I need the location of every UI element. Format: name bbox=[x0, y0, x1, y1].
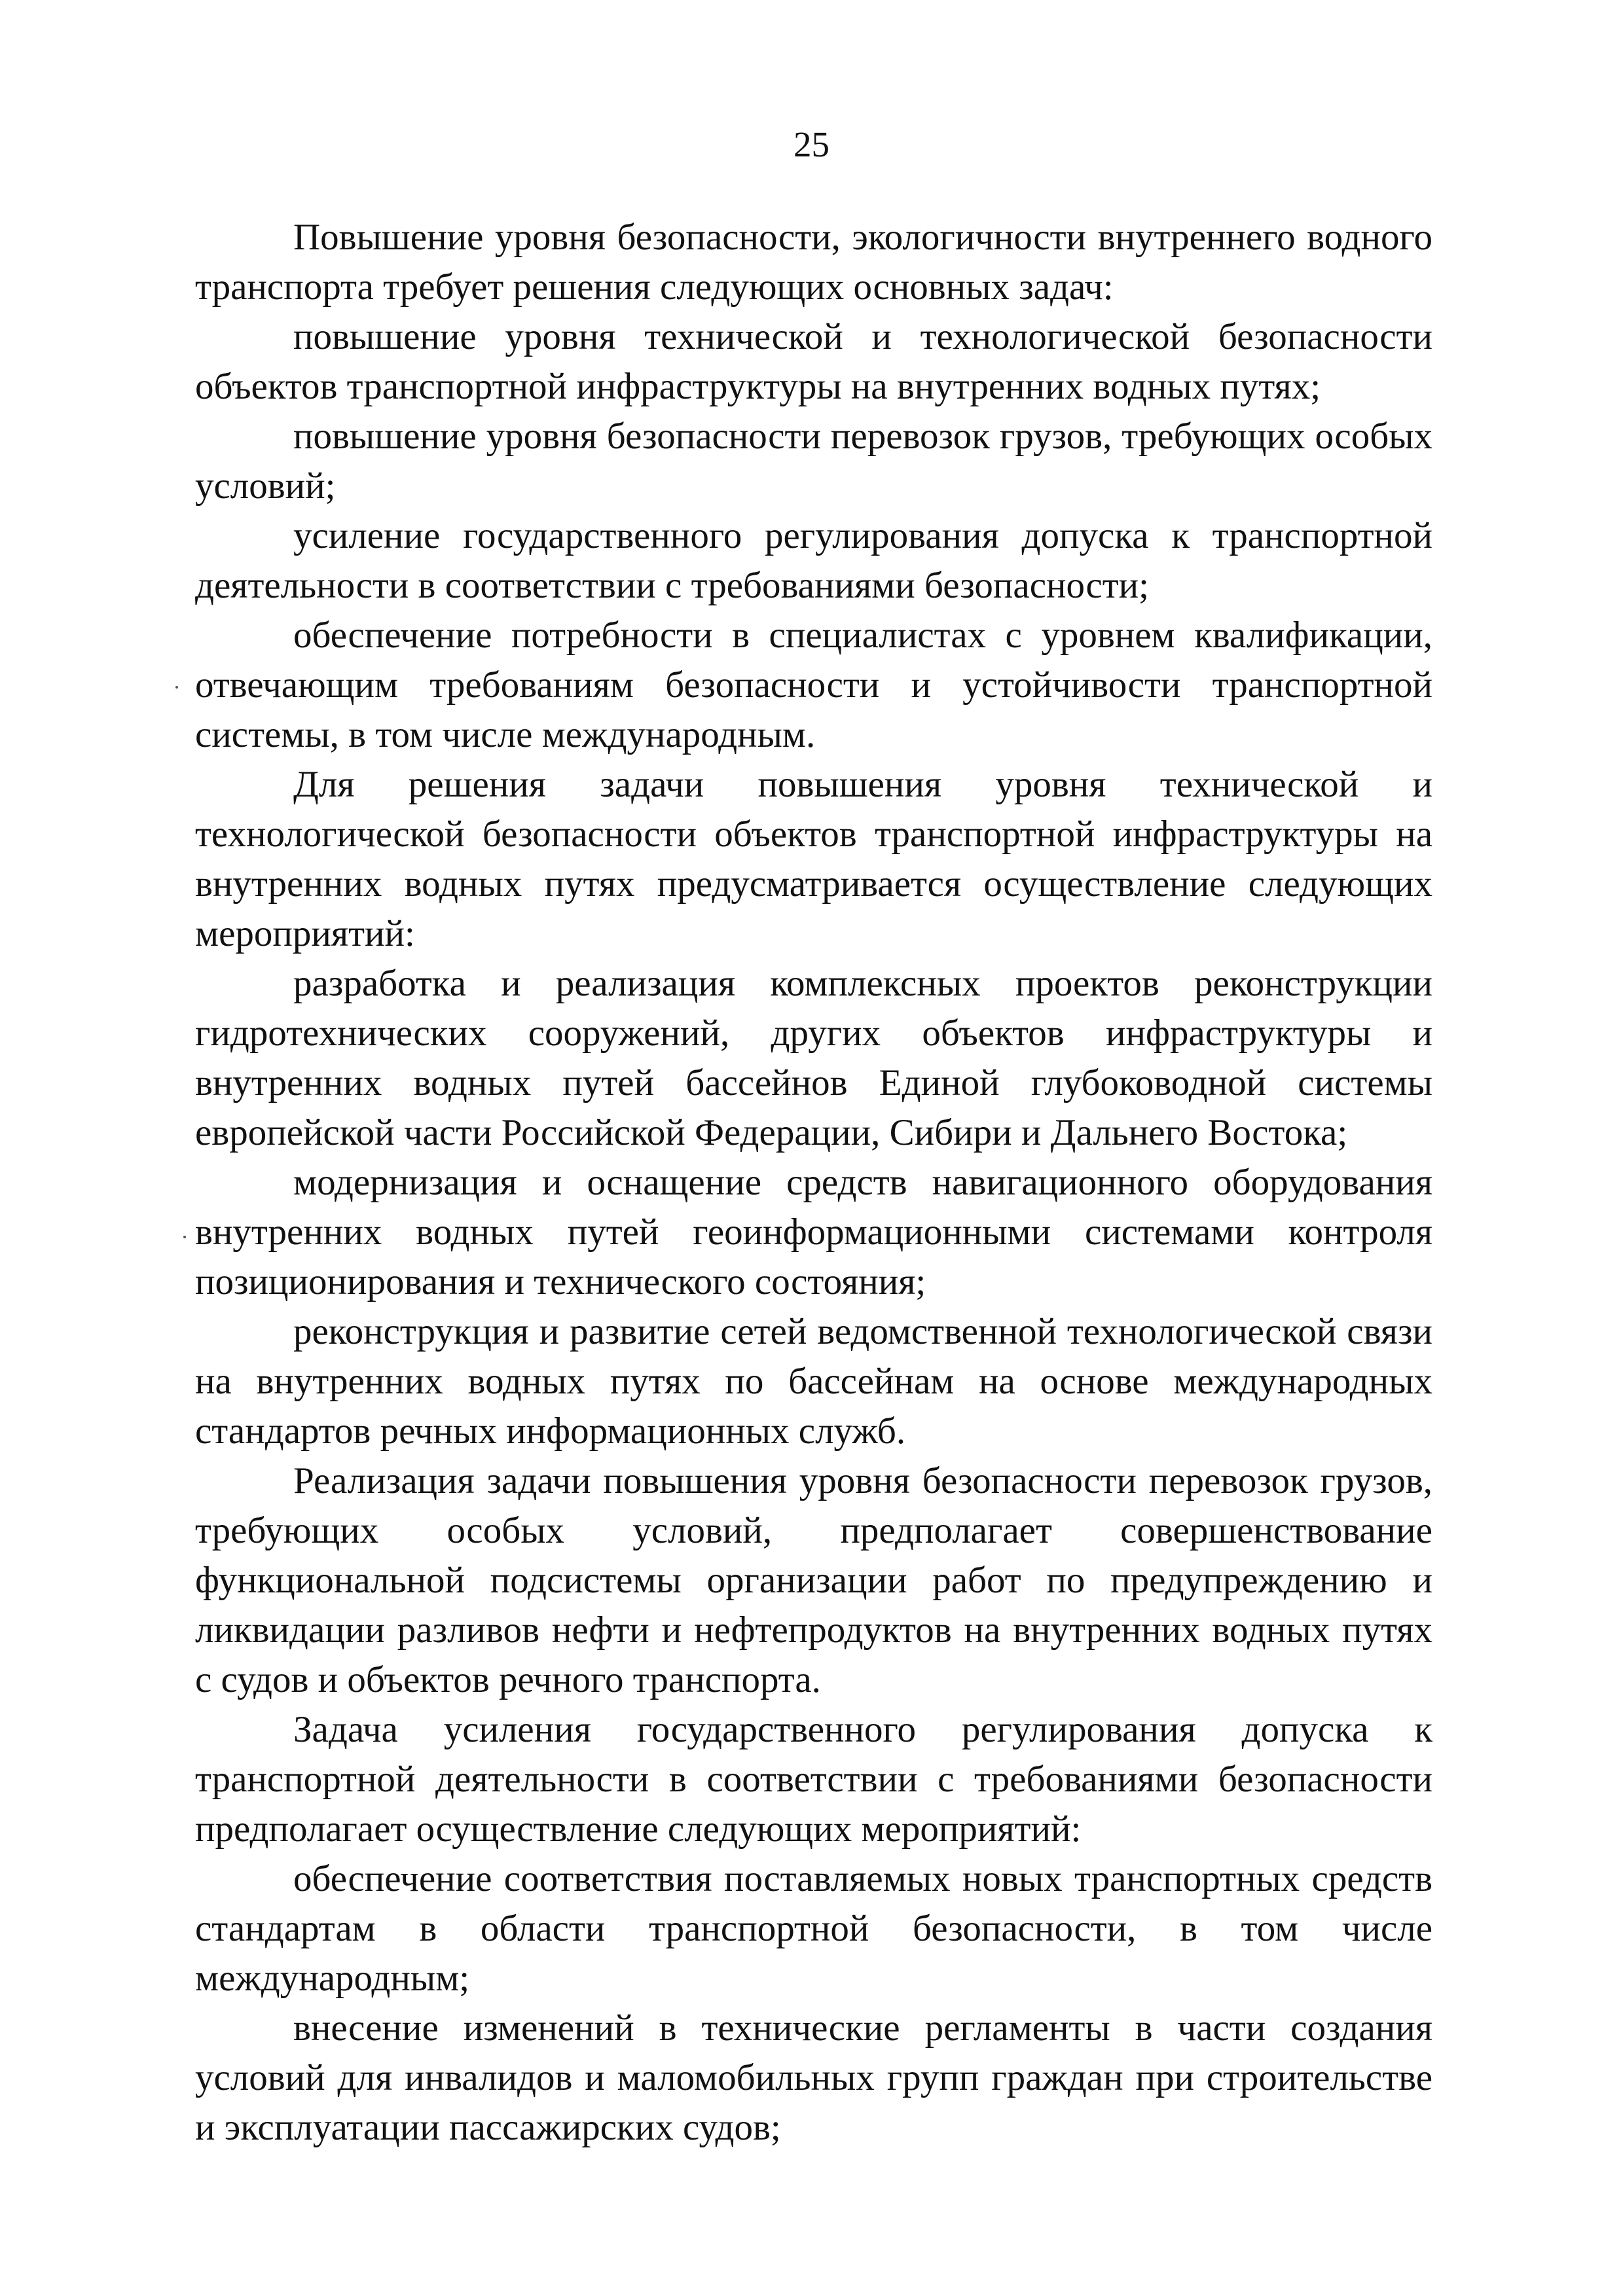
paragraph: Для решения задачи повышения уровня технической и технологической безопасности объектов транспортной инфраструктуры на внутренних водных путях предусматривается осуществление следующих мероприятий: bbox=[195, 764, 1432, 954]
document-body bbox=[195, 213, 1432, 2153]
paragraph: усиление государственного регулирования допуска к транспортной деятельности в соответствии с требованиями безопасности; bbox=[195, 515, 1432, 606]
paragraph: Повышение уровня безопасности, экологичности внутреннего водного транспорта требует решения следующих основных задач: bbox=[195, 217, 1432, 308]
paragraph: модернизация и оснащение средств навигационного оборудования внутренних водных путей геоинформационными системами контроля позиционирования и технического состояния; bbox=[195, 1162, 1432, 1302]
scan-speck bbox=[183, 1236, 186, 1238]
page-number: 25 bbox=[793, 124, 830, 164]
paragraph: обеспечение соответствия поставляемых новых транспортных средств стандартам в области транспортной безопасности, в том числе международным; bbox=[195, 1858, 1432, 1999]
paragraph: разработка и реализация комплексных проектов реконструкции гидротехнических сооружений, других объектов инфраструктуры и внутренних водных путей бассейнов Единой глубоководной системы европейской части Российской Федерации, Сибири и Дальнего Востока; bbox=[195, 963, 1432, 1153]
paragraph: обеспечение потребности в специалистах с уровнем квалификации, отвечающим требованиям безопасности и устойчивости транспортной системы, в том числе международным. bbox=[195, 615, 1432, 755]
paragraph: реконструкция и развитие сетей ведомственной технологической связи на внутренних водных путях по бассейнам на основе международных стандартов речных информационных служб. bbox=[195, 1311, 1432, 1452]
paragraph: Реализация задачи повышения уровня безопасности перевозок грузов, требующих особых условий, предполагает совершенствование функциональной подсистемы организации работ по предупреждению и ликвидации разливов нефти и нефтепродуктов на внутренних водных путях с судов и объектов речного транспорта. bbox=[195, 1460, 1432, 1700]
paragraph: повышение уровня технической и технологической безопасности объектов транспортной инфраструктуры на внутренних водных путях; bbox=[195, 316, 1432, 407]
paragraph: внесение изменений в технические регламенты в части создания условий для инвалидов и маломобильных групп граждан при строительстве и эксплуатации пассажирских судов; bbox=[195, 2007, 1432, 2148]
paragraph: Задача усиления государственного регулирования допуска к транспортной деятельности в соответствии с требованиями безопасности предполагает осуществление следующих мероприятий: bbox=[195, 1709, 1432, 1850]
scan-speck bbox=[175, 686, 178, 689]
paragraph: повышение уровня безопасности перевозок грузов, требующих особых условий; bbox=[195, 416, 1432, 507]
